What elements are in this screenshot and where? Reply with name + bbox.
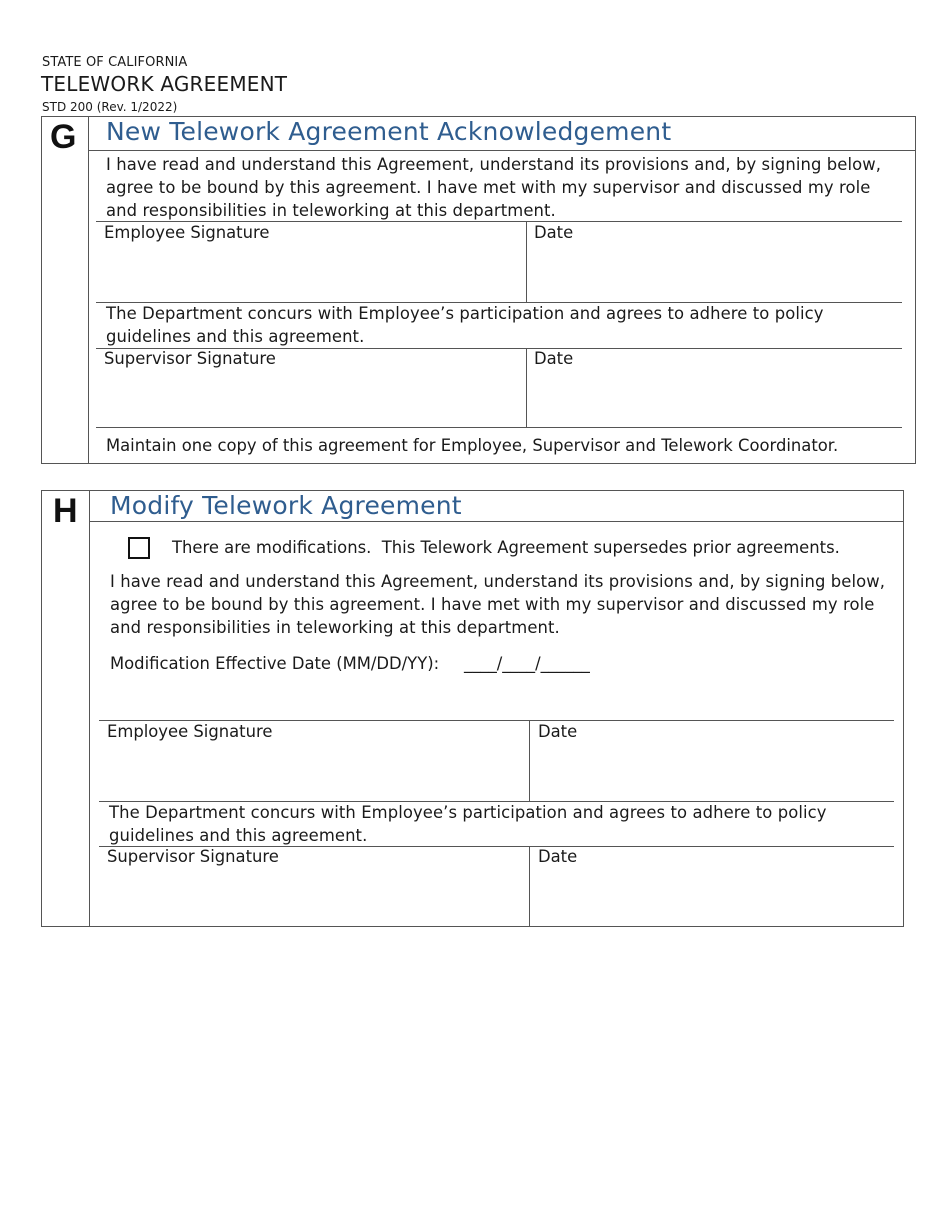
employee-signature-label: Employee Signature bbox=[104, 223, 270, 242]
modifications-checkbox[interactable] bbox=[128, 537, 150, 559]
section-g-acknowledgement: I have read and understand this Agreement, understand its provisions and, by signing below, agree to be bound by this agreement. I have met with my supervisor and discussed my role and responsibilities in teleworking at this department. bbox=[106, 155, 882, 220]
section-g-supervisor-date-field[interactable] bbox=[527, 349, 902, 427]
form-title: TELEWORK AGREEMENT bbox=[41, 72, 288, 96]
section-g-employee-signature-field[interactable] bbox=[96, 222, 526, 302]
section-h-employee-date-field[interactable] bbox=[530, 721, 894, 801]
employee-signature-label: Employee Signature bbox=[107, 722, 273, 741]
section-g-department-concurs: The Department concurs with Employee’s participation and agrees to adhere to policy guidelines and this agreement. bbox=[106, 304, 824, 346]
supervisor-signature-label: Supervisor Signature bbox=[107, 847, 279, 866]
section-g-employee-date-field[interactable] bbox=[527, 222, 902, 302]
section-h-department-concurs: The Department concurs with Employee’s participation and agrees to adhere to policy guidelines and this agreement. bbox=[109, 803, 827, 845]
section-h-acknowledgement: I have read and understand this Agreement, understand its provisions and, by signing below, agree to be bound by this agreement. I have met with my supervisor and discussed my role and responsibilities in teleworking at this department. bbox=[110, 572, 886, 637]
section-h-divider bbox=[89, 490, 90, 927]
supervisor-date-label: Date bbox=[534, 349, 574, 368]
effective-date-input[interactable]: ____/____/______ bbox=[464, 654, 590, 673]
section-h-supervisor-date-field[interactable] bbox=[530, 847, 894, 926]
employee-date-label: Date bbox=[534, 223, 574, 242]
section-g-supervisor-signature-field[interactable] bbox=[96, 349, 526, 427]
section-g-letter: G bbox=[50, 118, 77, 156]
supervisor-signature-label: Supervisor Signature bbox=[104, 349, 276, 368]
employee-date-label: Date bbox=[538, 722, 578, 741]
supervisor-date-label: Date bbox=[538, 847, 578, 866]
section-h-letter: H bbox=[53, 492, 78, 530]
section-g-maintain-copy: Maintain one copy of this agreement for Employee, Supervisor and Telework Coordinator. bbox=[106, 436, 839, 455]
modifications-label: There are modifications. This Telework Agreement supersedes prior agreements. bbox=[172, 538, 840, 557]
section-h-employee-signature-field[interactable] bbox=[99, 721, 529, 801]
section-g-divider bbox=[88, 116, 89, 464]
section-h-title-rule bbox=[89, 521, 904, 522]
section-h-supervisor-signature-field[interactable] bbox=[99, 847, 529, 926]
section-g-title-rule bbox=[88, 150, 916, 151]
section-g-rule bbox=[96, 427, 902, 428]
section-h-title: Modify Telework Agreement bbox=[110, 491, 462, 520]
effective-date-label: Modification Effective Date (MM/DD/YY): bbox=[110, 654, 440, 673]
section-g-title: New Telework Agreement Acknowledgement bbox=[106, 117, 672, 146]
state-label: STATE OF CALIFORNIA bbox=[42, 55, 188, 70]
form-number: STD 200 (Rev. 1/2022) bbox=[42, 100, 178, 114]
